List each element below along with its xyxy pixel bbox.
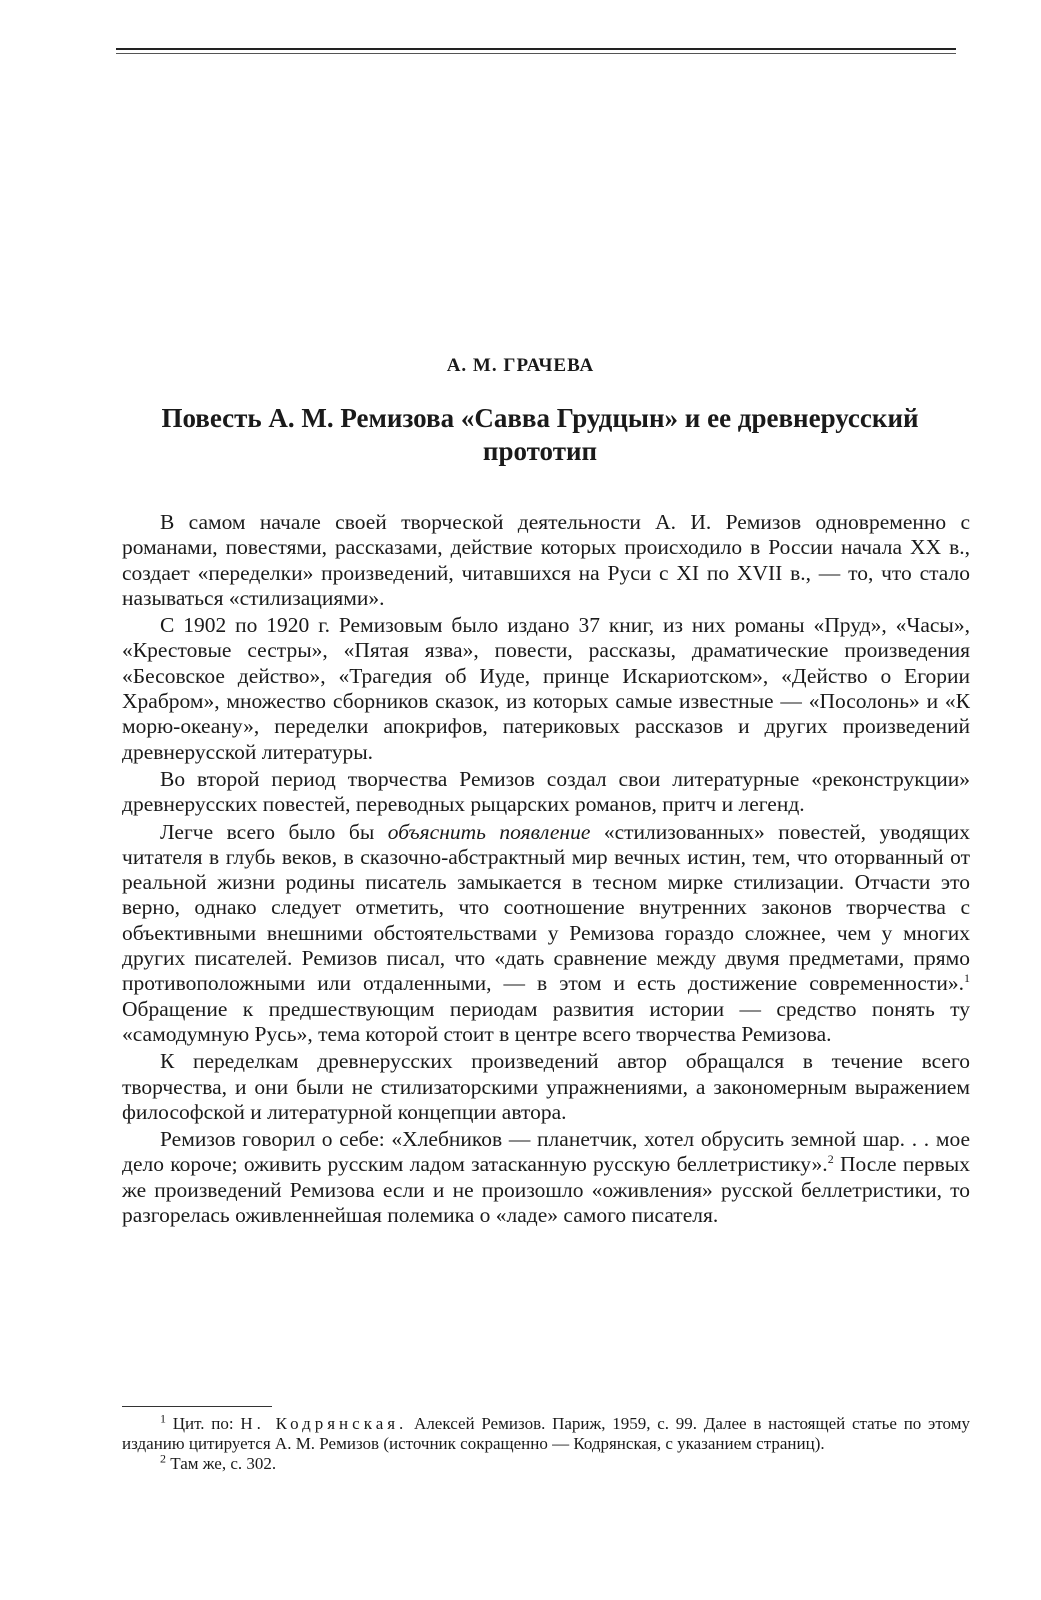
footnote-1-text-b: Алексей Ремизов. Париж, 1959, с. 99. Далее в настоящей статье по этому изданию цитируется А. М. Ремизов (источник сокращенно — Кодрянская, с указанием страниц). — [122, 1414, 970, 1453]
paragraph-5: К переделкам древнерусских произведений автор обращался в течение всего творчества, и они были не стилизаторскими упражнениями, а закономерным выражением философской и литературной концепции автора. — [122, 1049, 970, 1124]
paragraph-2: С 1902 по 1920 г. Ремизовым было издано 37 книг, из них романы «Пруд», «Часы», «Крестовые сестры», «Пятая язва», повести, рассказы, драматические произведения «Бесовское действо», «Трагедия об Иуде, принце Искариотском», «Действо о Егории Храбром», множество сборников сказок, из которых самые известные — «Посолонь» и «К морю-океану», переделки апокрифов, патериковых рассказов и других произведений древнерусской литературы. — [122, 613, 970, 764]
paragraph-4-text-b: «стилизованных» повестей, уводящих читателя в глубь веков, в сказочно-абстрактный мир вечных истин, тем, что оторванный от реальной жизни родины писатель замыкается в тесном мирке стилизации. Отчасти это верно, однако следует отметить, что соотношение внутренних законов творчества с объективными внешними обстоятельствами у Ремизова гораздо сложнее, чем у многих других писателей. Ремизов писал, что «дать сравнение между двумя предметами, прямо противоположными или отдаленными, — в этом и есть достижение современности». — [122, 819, 970, 996]
footnote-separator — [122, 1406, 272, 1407]
top-rule — [116, 48, 956, 50]
paragraph-6 — [122, 1127, 970, 1228]
footnotes — [122, 1411, 970, 1474]
author-name: А. М. ГРАЧЕВА — [446, 355, 595, 376]
top-rule-thin — [116, 53, 956, 54]
paragraph-4-text-c: Обращение к предшествующим периодам развития истории — средство понять ту «самодумную Русь», тема которой стоит в центре всего творчества Ремизова. — [122, 996, 970, 1046]
footnote-ref-2: 2 — [827, 1152, 834, 1167]
paragraph-1: В самом начале своей творческой деятельности А. И. Ремизов одновременно с романами, повестями, рассказами, действие которых происходило в России начала XX в., создает «переделки» произведений, читавшихся на Руси с XI по XVII в., — то, что стало называться «стилизациями». — [122, 510, 970, 610]
paragraph-3: Во второй период творчества Ремизов создал свои литературные «реконструкции» древнерусских повестей, переводных рыцарских романов, притч и легенд. — [122, 766, 970, 817]
footnote-1-mark: 1 — [160, 1411, 166, 1426]
paragraph-4 — [122, 820, 970, 1048]
footnote-1-author: Н. Кодрянская. — [240, 1414, 408, 1433]
article-body — [122, 510, 970, 1228]
paragraph-4-text-a: Легче всего было бы — [160, 819, 388, 844]
paragraph-6-text-a: Ремизов говорил о себе: «Хлебников — планетчик, хотел обрусить земной шар. . . мое дело короче; оживить русским ладом затасканную русскую беллетристику». — [122, 1127, 970, 1177]
paragraph-4-italic: объяснить появление — [387, 819, 591, 844]
footnote-1 — [122, 1411, 970, 1454]
footnote-2-mark: 2 — [160, 1451, 166, 1466]
footnote-2-text: Там же, с. 302. — [166, 1454, 277, 1473]
footnote-1-text-a: Цит. по: — [166, 1414, 241, 1433]
footnote-2 — [122, 1451, 970, 1474]
article-title: Повесть А. М. Ремизова «Савва Грудцын» и ее древнерусский прототип — [161, 403, 919, 466]
footnote-ref-1: 1 — [964, 971, 970, 986]
paragraph-6-text-b: После первых же произведений Ремизова если и не произошло «оживления» русской беллетристики, то разгорелась оживленнейшая полемика о «ладе» самого писателя. — [122, 1152, 970, 1228]
